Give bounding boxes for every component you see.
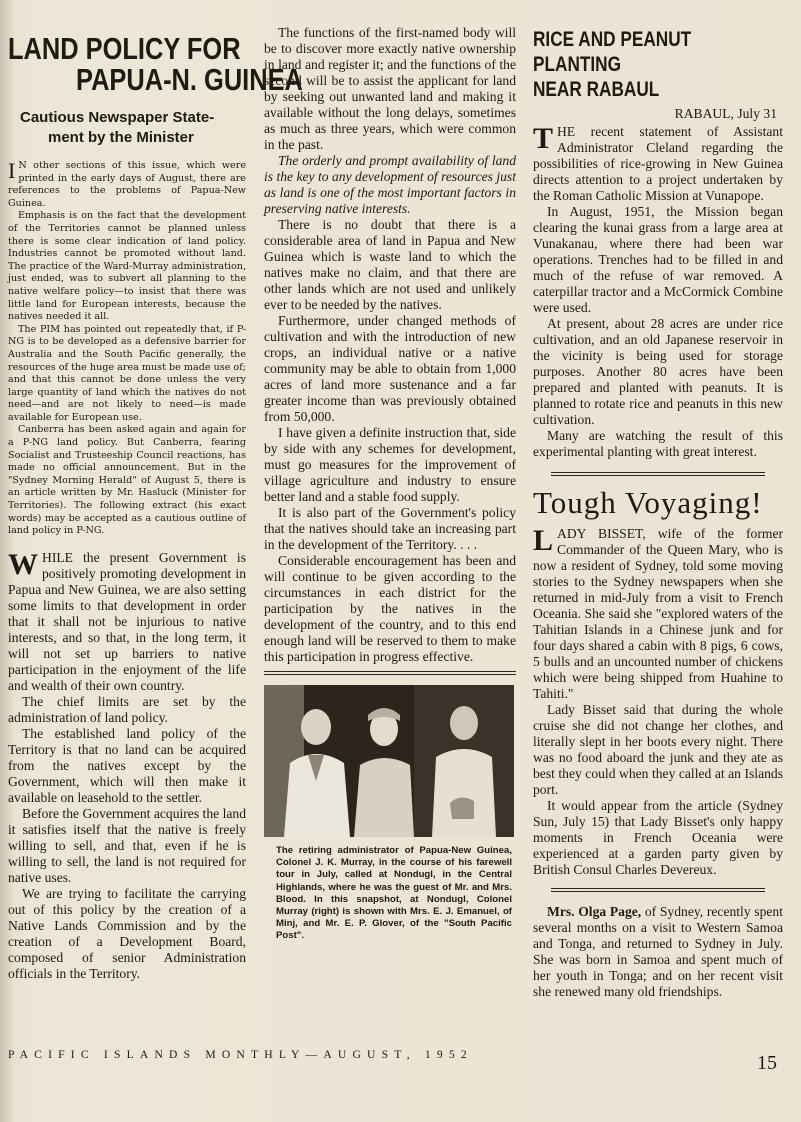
rice-text: HE recent statement of Assistant Administrator Cleland regarding the possibilities of rice-growing in New Guinea directs attention to a project undertaken by the Roman Catholic Mission at Vunapope. bbox=[533, 124, 783, 203]
olga-paragraph bbox=[533, 904, 783, 1000]
farewell-photo bbox=[264, 685, 514, 837]
tough-paragraph bbox=[533, 526, 783, 702]
running-footer: PACIFIC ISLANDS MONTHLY—AUGUST, 1952 bbox=[8, 1048, 473, 1061]
statement-paragraph: The chief limits are set by the administration of land policy. bbox=[8, 693, 246, 725]
rice-article bbox=[533, 124, 783, 460]
statement-continued bbox=[264, 25, 516, 665]
statement-paragraph: We are trying to facilitate the carrying out of this policy by the creation of a Native Lands Commission and by the creation of a Development Board, composed of senior Administration officials in the Territory. bbox=[8, 885, 246, 981]
rice-headline-line3: NEAR RABAUL bbox=[533, 78, 660, 101]
intro-paragraph: Emphasis is on the fact that the development of the Territories cannot be planned unless there is some clear indication of land policy. Industries cannot be promoted without land. The practice of the Ward-Murray administration, just ended, was to subvert all planning to the native welfare policy—to insist that there was little land for European interests, because the natives needed it all. bbox=[8, 210, 246, 323]
rice-paragraph: In August, 1951, the Mission began clearing the kunai grass from a large area at Vunakanau, where there had been war operations. Trenches had to be filled in and much of the refuse of war removed. A caterpillar tractor and a McCormick Combine were used. bbox=[533, 204, 783, 315]
divider-rule bbox=[551, 888, 765, 892]
statement-paragraph bbox=[8, 547, 246, 694]
land-policy-headline-line1: LAND POLICY FOR bbox=[8, 31, 241, 66]
statement-paragraph: The functions of the first-named body will be to discover more exactly native ownership in land and register it; and the functions of the second will be to assist the applicant for land by seeking out unwanted land and making it available without the long delays, sometimes as much as three years, which were common in the past. bbox=[264, 25, 516, 152]
land-policy-headline-line2: PAPUA-N. GUINEA bbox=[76, 62, 303, 97]
statement-paragraph: Before the Government acquires the land it satisfies itself that the native is freely willing to sell, and that, even if he is willing to sell, the land is not required for native uses. bbox=[8, 805, 246, 885]
divider-rule bbox=[551, 472, 765, 476]
rice-paragraph: At present, about 28 acres are under rice cultivation, and an old Japanese reservoir in the vicinity is being used for storage purposes. Another 80 acres have been prepared and planted with peanuts. It is planned to rotate rice and peanuts in this new cultivation. bbox=[533, 316, 783, 427]
subhead-line1: Cautious Newspaper State- bbox=[20, 109, 215, 126]
left-column bbox=[8, 25, 303, 1040]
dateline: RABAUL, July 31 bbox=[674, 106, 777, 121]
statement-paragraph: I have given a definite instruction that, side by side with any schemes for development, must go measures for the improvement of village agriculture and industry to ensure better land and a stable food supply. bbox=[264, 425, 516, 504]
statement-paragraph: There is no doubt that there is a considerable area of land in Papua and New Guinea which is waste land to which the natives make no claim, and that there are other lands which are not used and unlikely ever to be needed by the natives. bbox=[264, 217, 516, 312]
page-number: 15 bbox=[757, 1052, 777, 1074]
rice-paragraph: Many are watching the result of this experimental planting with great interest. bbox=[533, 428, 783, 459]
intro-paragraph: Canberra has been asked again and again for a P-NG land policy. But Canberra, fearing Socialist and Trusteeship Council reactions, has made no official announcement. But in the "Sydney Morning Herald" of August 5, there is an article written by Mr. Hasluck (Minister for Territories). The following extract (his exact words) may be accepted as a cautious outline of land policy in P-NG. bbox=[8, 424, 246, 537]
italic-paragraph: The orderly and prompt availability of land is the key to any development of resources just as land is one of the most important factors in preserving native interests. bbox=[264, 153, 516, 216]
intro-drop-cap: I bbox=[8, 158, 16, 183]
photo-image bbox=[264, 685, 514, 837]
divider-rule bbox=[264, 671, 516, 675]
statement-paragraph: Furthermore, under changed methods of cultivation and with the introduction of new crops, an individual native or a native community may be able to obtain from 1,000 acres of land more sustenance and a far greater income than was previously obtained from 50,000. bbox=[264, 313, 516, 424]
statement-drop-cap: W bbox=[8, 547, 38, 581]
olga-text: of Sydney, recently spent several months on a visit to Western Samoa and Tonga, and returned to Sydney in July. She was born in Samoa and spent much of her youth in Tonga; and on her recent visit she renewed many old friendships. bbox=[533, 904, 783, 999]
tough-paragraph: It would appear from the article (Sydney Sun, July 15) that Lady Bisset's only happy moments in French Oceania were experienced at a garden party given by British Consul Charles Devereux. bbox=[533, 798, 783, 877]
editorial-intro bbox=[8, 160, 246, 538]
olga-name: Mrs. Olga Page, bbox=[547, 904, 642, 919]
tough-voyaging-article bbox=[533, 526, 783, 878]
tough-voyaging-headline: Tough Voyaging! bbox=[533, 485, 763, 520]
subhead-line2: ment by the Minister bbox=[48, 129, 194, 146]
rice-drop-cap: T bbox=[533, 122, 554, 155]
photo-caption: The retiring administrator of Papua-New Guinea, Colonel J. K. Murray, in the course of his farewell tour in July, called at Nondugl, in the Central Highlands, where he was the guest of Mr. and Mrs. Blood. In this snapshot, at Nondugl, Colonel Murray (right) is shown with Mrs. E. J. Emanuel, of Minj, and Mr. E. P. Glover, of the "South Pacific Post". bbox=[276, 845, 512, 942]
rice-headline-line1: RICE AND PEANUT bbox=[533, 28, 692, 51]
tough-drop-cap: L bbox=[533, 524, 554, 557]
right-column bbox=[533, 25, 783, 1040]
olga-page-item bbox=[533, 904, 783, 1000]
middle-column bbox=[264, 25, 516, 1040]
statement-paragraph: It is also part of the Government's policy that the natives should take an increasing part in the development of the Territory. . . . bbox=[264, 505, 516, 552]
land-policy-subhead bbox=[20, 108, 246, 148]
tough-paragraph: Lady Bisset said that during the whole cruise she did not change her clothes, and literally slept in her boots every night. There was no food aboard the junk and they ate as best they could when they called at an Islands port. bbox=[533, 702, 783, 797]
minister-statement bbox=[8, 547, 246, 982]
rice-paragraph bbox=[533, 124, 783, 204]
statement-paragraph: Considerable encouragement has been and will continue to be given according to the circumstances in each district for the participation by the natives in the development of the country, and to this end enough land will be reserved to them to make this participation in progress effective. bbox=[264, 553, 516, 664]
intro-paragraph: The PIM has pointed out repeatedly that, if P-NG is to be developed as a defensive barrier for Australia and the South Pacific generally, the resources of the huge area must be made use of; and that this cannot be done unless the very large quantity of land which the natives do not need—and are not likely to need—is made available for European use. bbox=[8, 323, 246, 423]
intro-paragraph bbox=[8, 160, 246, 210]
statement-paragraph: The established land policy of the Territory is that no land can be acquired from the natives except by the Government, which will then make it available on leasehold to the settler. bbox=[8, 725, 246, 805]
statement-text: HILE the present Government is positively promoting development in Papua and New Guinea, we are also setting some limits to that development in order that it shall not be injurious to native interests, and so that, in the long term, it will not set up barriers to native participation in the enjoyment of the life and wealth of their own country. bbox=[8, 549, 246, 693]
tough-text: ADY BISSET, wife of the former Commander of the Queen Mary, who is now a resident of Sydney, told some moving stories to the Sydney newspapers when she returned in mid-July from a visit to French Oceania. She said she "explored waters of the Tahitian Islands in a Chinese junk and for four days shared a cabin with 8 pigs, 6 cows, 5 bulls and an uncounted number of chickens which were being shipped from Huahine to Tahiti." bbox=[533, 526, 783, 701]
rice-headline-line2: PLANTING bbox=[533, 53, 622, 76]
intro-text: N other sections of this issue, which were printed in the early days of August, there are references to the problems of Papua-New Guinea. bbox=[8, 160, 246, 209]
